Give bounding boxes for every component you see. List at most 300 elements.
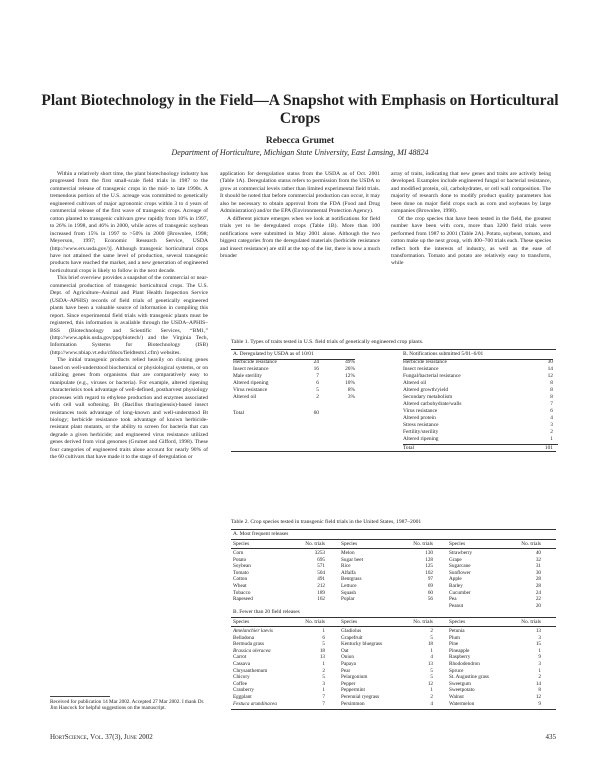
trials-cell: 18 [427, 641, 433, 648]
trials-cell: 695 [317, 556, 325, 563]
table-rule [231, 617, 556, 618]
table-row [341, 563, 433, 570]
table-row [233, 557, 325, 564]
table1-part-a [233, 351, 383, 417]
table-row [341, 641, 433, 648]
trials-cell: 212 [317, 582, 325, 589]
table-cell: 4 [550, 415, 553, 421]
table2-column [233, 550, 325, 603]
table-row [233, 570, 325, 577]
trials-cell: 28 [535, 582, 541, 589]
table-row [341, 661, 433, 668]
species-cell: Watermelon [449, 700, 475, 707]
species-cell: Sweetpotato [449, 687, 475, 694]
species-cell: Potato [233, 556, 247, 563]
trials-cell: 4 [430, 654, 433, 661]
body-column-1 [50, 171, 208, 462]
table-cell: Virus resistance [403, 408, 438, 414]
trials-cell: 491 [317, 576, 325, 583]
table-row [233, 550, 325, 557]
species-cell: Grape [449, 556, 462, 563]
table-row [341, 648, 433, 655]
species-cell: Apple [449, 576, 462, 583]
table-row [341, 570, 433, 577]
table2-header [233, 619, 325, 625]
table2-header [449, 541, 541, 547]
trials-cell: 60 [427, 589, 433, 596]
species-cell: Gladiolus [341, 628, 362, 634]
trials-cell: 3 [538, 660, 541, 667]
trials-cell: 13 [427, 660, 433, 667]
header-species: Species [449, 541, 466, 547]
trials-cell: 3 [322, 680, 325, 687]
species-cell: Sugarcane [449, 563, 471, 570]
species-cell: Pepper [341, 680, 356, 687]
trials-cell: 9 [538, 700, 541, 707]
table-row [233, 596, 325, 603]
species-cell: Petunia [449, 628, 465, 634]
table-row [341, 576, 433, 583]
trials-cell: 7 [322, 693, 325, 700]
table-cell: 1 [550, 436, 553, 442]
table-cell: Insect resistance [233, 366, 269, 372]
table1-a-rows [233, 359, 383, 401]
table-row [233, 628, 325, 635]
species-cell: Chicory [233, 674, 250, 681]
species-cell: Persimmon [341, 700, 365, 707]
species-cell: Pear [341, 667, 351, 674]
trials-cell: 69 [427, 582, 433, 589]
table1-caption: Table 1. Types of traits tested in U.S. field trials of genetically engineered crop plants. [231, 339, 424, 345]
paragraph: This brief overview provides a snapshot of the commercial or near-commercial production of transgenic horticultural crops. The U.S. Dept. of Agriculture–Animal and Plant Health Inspection Service (USDA–APHIS) records of field trials of genetically engineered plants have been a valuable source of information in compiling this report. Since experimental field trials with transgenic plants must be registered, this information is available through the USDA–APHIS–BSS (Biotechnology and Scientific Services, “BM1,” (http://www.aphis.usda.gov/ppq/biotech/) and the Virginia Tech, Information Systems for Biotechnology (ISB) (http://www.nbiap.vt.edu/cfdocs/fieldtests1.cfm) websites. [50, 275, 208, 356]
trials-cell: 2 [430, 693, 433, 700]
species-cell: Cotton [233, 576, 248, 583]
trials-cell: 5 [430, 674, 433, 681]
trials-cell: 1 [538, 667, 541, 674]
species-cell: Festuca arundinacea [233, 700, 277, 707]
table-cell: 8 [550, 387, 553, 393]
table-row [233, 373, 383, 380]
trials-cell: 5 [430, 634, 433, 641]
trials-cell: 24 [535, 589, 541, 596]
table-cell: Stress resistance [403, 422, 439, 428]
table-rule [231, 626, 556, 627]
table-cell: Fungal/bacterial resistance [403, 373, 461, 379]
table-row [449, 570, 541, 577]
table-rule [231, 548, 556, 549]
trials-cell: 20 [535, 602, 541, 609]
table2-column [449, 628, 541, 707]
table-cell: Altered oil [403, 380, 427, 386]
table-row [403, 366, 558, 373]
table-row [449, 576, 541, 583]
trials-cell: 128 [425, 556, 433, 563]
table-row [403, 380, 558, 387]
species-cell: Oat [341, 647, 349, 654]
trials-cell: 162 [317, 596, 325, 603]
trials-cell: 56 [427, 596, 433, 603]
table-cell: 24 [313, 359, 319, 365]
trials-cell: 1 [430, 687, 433, 694]
table-cell: Altered protein [403, 415, 436, 421]
table2-header [341, 541, 433, 547]
table-row [403, 436, 558, 443]
table-row [449, 550, 541, 557]
table-row [449, 648, 541, 655]
species-cell: Alfalfa [341, 569, 356, 576]
paragraph: The initial transgenic products relied heavily on cloning genes based on well-understood biochemical or physiological systems, or on utilizing genes from organisms that are comparatively easy to manipulate (e.g., viruses or bacteria). For example, altered ripening characteristics took advantage of well-defined, postharvest physiology processes with regard to ethylene production and enzymes associated with cell wall softening. Bt (Bacillus thuringiensis)-based insect resistances took advantage of long-known and well-understood Bt biology; herbicide resistance took advantage of known herbicide-resistant plant mutants, or the ability to screen for bacteria that can degrade a given herbicide; and engineered virus resistance utilized genes derived from viral genomes (Grumet and Gifford, 1998). These four categories of engineered traits alone account for nearly 90% of the 60 cultivars that have made it to the stage of deregulation or [50, 357, 208, 461]
species-cell: Poplar [341, 596, 355, 603]
author-name: Rebecca Grumet [265, 136, 335, 146]
table-row [341, 687, 433, 694]
body-column-2 [220, 171, 380, 260]
table-rule [231, 709, 556, 710]
table-cell: Altered ripening [403, 436, 439, 442]
table-row [449, 635, 541, 642]
header-trials: No. trials [413, 541, 433, 547]
table-row [341, 668, 433, 675]
table-row [233, 563, 325, 570]
trials-cell: 102 [425, 569, 433, 576]
trials-cell: 12 [535, 693, 541, 700]
trials-cell: 5 [322, 641, 325, 648]
paragraph: Within a relatively short time, the plant biotechnology industry has progressed from the first small-scale field trials in 1987 to the commercial release of transgenic crops in the mid- to late 1990s. A tremendous portion of the U.S. acreage was committed to genetically engineered cultivars of major agronomic crops within 3 to 4 years of commercial release of the first wave of transgenic crops. Acreage of cotton planted to transgenic cultivars grew rapidly from 10% in 1997, to 26% in 1998, and 46% in 2000, while acres of transgenic soybean increased from 15% in 1997 to >50% in 2000 [Brownlee, 1998; Meyerson, 1997; Economic Research Service, USDA (http://www.ers.usda.gov/)]. Although transgenic horticultural crops have not attained the same level of production, several transgenic products have reached the market, and a new generation of engineered horticultural crops is likely to follow in the next decade. [50, 171, 208, 274]
table-row [341, 701, 433, 708]
table2-a-title: A. Most frequent releases [233, 531, 289, 537]
table1-part-b [403, 351, 558, 452]
table-cell: 2 [550, 429, 553, 435]
species-cell: Onion [341, 654, 354, 661]
paragraph: Of the crop species that have been tested in the field, the greatest number have been with corn, more than 3200 field trials were performed from 1987 to 2001 (Table 2A). Potato, soybean, tomato, and cotton make up the next group, with 400–700 trials each. These species reflect both the interests of industry, as well as the ease of transformation. Tomato and potato are relatively easy to transform, while [391, 215, 551, 267]
paragraph: A different picture emerges when we look at notifications for field trials yet to be deregulated crops (Table 1B). More than 100 notifications were submitted in May 2001 alone. Although the two biggest categories from the deregulated materials (herbicide resistance and insect resistance) are still at the top of the list, there is now a much broader [220, 215, 380, 259]
table-row [341, 596, 433, 603]
table-row [403, 373, 558, 380]
trials-cell: 130 [425, 550, 433, 556]
trials-cell: 1 [430, 647, 433, 654]
page-number: 435 [545, 733, 556, 741]
article-title: Plant Biotechnology in the Field—A Snapshot with Emphasis on Horticultural Crops [41, 92, 559, 127]
table-cell: 3% [347, 394, 355, 400]
table2-caption: Table 2. Crop species tested in transgenic field trials in the United States, 1987–2001 [231, 519, 422, 525]
table-cell: Male sterility [233, 373, 262, 379]
table-cell: Herbicide resistance [403, 359, 447, 365]
table-row [341, 590, 433, 597]
table-row [449, 694, 541, 701]
header-species: Species [449, 619, 466, 625]
header-species: Species [233, 619, 250, 625]
trials-cell: 9 [538, 654, 541, 661]
table-rule [231, 529, 556, 530]
trials-cell: 30 [535, 569, 541, 576]
table2-header [341, 619, 433, 625]
table-rule [233, 359, 355, 360]
species-cell: Grapefruit [341, 634, 363, 641]
table-row [449, 628, 541, 635]
trials-cell: 3253 [314, 550, 325, 556]
species-cell: Tomato [233, 569, 249, 576]
table-cell: Fertility/sterility [403, 429, 439, 435]
species-cell: Cassava [233, 660, 250, 667]
trials-cell: 40 [535, 550, 541, 556]
species-cell: Chrysanthemum [233, 667, 268, 674]
table-row [403, 387, 558, 394]
trials-cell: 13 [319, 654, 325, 661]
table-row [403, 422, 558, 429]
table-rule [231, 539, 556, 540]
table-row [233, 674, 325, 681]
table2-b-title: B. Fewer than 20 field releases [233, 609, 300, 615]
table-cell: 3 [550, 422, 553, 428]
table-cell: Altered oil [233, 394, 257, 400]
species-cell: Spruce [449, 667, 464, 674]
species-cell: Bentgrass [341, 576, 362, 583]
table-row: Total 60 [233, 410, 319, 416]
table-rule [231, 451, 556, 452]
table-row [233, 654, 325, 661]
species-cell: Kentucky bluegrass [341, 641, 383, 648]
table-cell: Insect resistance [403, 366, 439, 372]
table-cell: 10% [345, 380, 355, 386]
table-row [233, 387, 383, 394]
species-cell: Papaya [341, 660, 356, 667]
table-cell: 14 [547, 366, 553, 372]
table-cell: Herbicide resistance [233, 359, 277, 365]
species-cell: Soybean [233, 563, 251, 570]
table-row [449, 641, 541, 648]
trials-cell: 2 [322, 667, 325, 674]
header-species: Species [341, 541, 358, 547]
trials-cell: 13 [535, 628, 541, 634]
table-row [233, 648, 325, 655]
species-cell: Pineapple [449, 647, 470, 654]
author-affiliation: Department of Horticulture, Michigan State University, East Lansing, MI 48824 [171, 148, 429, 157]
table-row [449, 596, 541, 603]
table-row [341, 681, 433, 688]
table-row [449, 583, 541, 590]
species-cell: Lettuce [341, 582, 357, 589]
table-cell: 30 [547, 359, 553, 365]
table-row [233, 661, 325, 668]
table-row [233, 583, 325, 590]
table-row [449, 701, 541, 708]
table-row [341, 550, 433, 557]
table-row [449, 557, 541, 564]
trials-cell: 7 [322, 700, 325, 707]
table1-a-title: A. Deregulated by USDA as of 10/01 [233, 351, 314, 357]
table-cell: 8 [550, 380, 553, 386]
table-row [449, 603, 541, 610]
table1-b-title: B. Notifications submitted 5/01–6/01 [403, 351, 484, 357]
trials-cell: 571 [317, 563, 325, 570]
header-trials: No. trials [521, 619, 541, 625]
table-row [233, 380, 383, 387]
table-row [403, 429, 558, 436]
table2-column [233, 628, 325, 707]
header-species: Species [341, 619, 358, 625]
table-rule [403, 359, 553, 360]
table-row [233, 681, 325, 688]
table-row [233, 687, 325, 694]
body-column-3 [391, 171, 551, 268]
table-row [341, 583, 433, 590]
table-cell: Altered growth/yield [403, 387, 449, 393]
paragraph: array of traits, indicating that new genes and traits are actively being developed. Examples include engineered fungal or bacterial resistance, and modified protein, oil, carbohydrates, or cell wall composition. The majority of research done to modify product quality parameters has been done on major field crops such as corn and soybeans by large companies (Brownlee, 1998). [391, 171, 551, 215]
table-row [341, 654, 433, 661]
table2-header [233, 541, 325, 547]
table-row [449, 681, 541, 688]
table-row [449, 687, 541, 694]
table-cell: 2 [316, 394, 319, 400]
table-cell: 26% [345, 366, 355, 372]
species-cell: Walnut [449, 693, 464, 700]
species-cell: Bermuda grass [233, 641, 264, 648]
table-row [233, 635, 325, 642]
table-row [449, 654, 541, 661]
table-row [341, 674, 433, 681]
table-cell: 7 [550, 401, 553, 407]
species-cell: Cranberry [233, 687, 255, 694]
trials-cell: 32 [535, 556, 541, 563]
table-cell: 6 [550, 408, 553, 414]
species-cell: Belladona [233, 634, 255, 641]
species-cell: Wheat [233, 582, 247, 589]
trials-cell: 1 [538, 647, 541, 654]
table-row [233, 694, 325, 701]
page-footer [50, 733, 556, 741]
table1-b-rows [403, 359, 558, 443]
table-row [449, 563, 541, 570]
species-cell: Rhododendron [449, 660, 480, 667]
table-row [403, 401, 558, 408]
table-cell: Virus resistance [233, 387, 268, 393]
header-trials: No. trials [305, 619, 325, 625]
table-row [449, 668, 541, 675]
species-cell: Peanut [449, 602, 464, 609]
table-cell: Secondary metabolism [403, 394, 453, 400]
table-row [449, 674, 541, 681]
trials-cell: 8 [538, 687, 541, 694]
table-row [341, 557, 433, 564]
trials-cell: 31 [535, 563, 541, 570]
species-cell: Peppermint [341, 687, 365, 694]
trials-cell: 2 [430, 628, 433, 634]
journal-citation: HortScience, Vol. 37(3), June 2002 [50, 733, 153, 741]
paragraph: application for deregulation status from the USDA as of Oct. 2001 (Table 1A). Deregulation status refers to permission from the USDA to grow at commercial levels rather than limited experimental field trials. It should be noted that before commercial production can occur, it may also be necessary to obtain approval from the FDA (Food and Drug Administration) and/or the EPA (Environmental Protection Agency). [220, 171, 380, 215]
header-trials: No. trials [305, 541, 325, 547]
table-row [449, 590, 541, 597]
trials-cell: 97 [427, 576, 433, 583]
table-row [403, 415, 558, 422]
species-cell: Squash [341, 589, 356, 596]
species-cell: Sugar beet [341, 556, 364, 563]
trials-cell: 18 [319, 647, 325, 654]
table-row [233, 668, 325, 675]
table-cell: 8% [347, 387, 355, 393]
table-row [403, 394, 558, 401]
header-trials: No. trials [521, 541, 541, 547]
species-cell: Amelanchier laevis [233, 628, 273, 634]
trials-cell: 3 [538, 634, 541, 641]
trials-cell: 1 [322, 628, 325, 634]
species-cell: Coffee [233, 680, 248, 687]
species-cell: Raspberry [449, 654, 471, 661]
species-cell: Tobacco [233, 589, 251, 596]
species-cell: Corn [233, 550, 244, 556]
table-row [233, 366, 383, 373]
footnote-rule [50, 696, 110, 697]
species-cell: Strawberry [449, 550, 473, 556]
table-cell: 5 [316, 387, 319, 393]
species-cell: St. Augustine grass [449, 674, 489, 681]
species-cell: Pea [449, 596, 457, 603]
table-cell: Altered carbohydrate/walls [403, 401, 462, 407]
trials-cell: 15 [535, 641, 541, 648]
trials-cell: 4 [430, 700, 433, 707]
trials-cell: 6 [322, 634, 325, 641]
trials-cell: 5 [430, 667, 433, 674]
trials-cell: 28 [535, 576, 541, 583]
table-row: Total 101 [403, 444, 558, 452]
species-cell: Barley [449, 582, 463, 589]
table2-header [449, 619, 541, 625]
table-row [449, 661, 541, 668]
trials-cell: 5 [322, 674, 325, 681]
species-cell: Pelargonium [341, 674, 368, 681]
species-cell: Sunflower [449, 569, 471, 576]
table-row [403, 359, 558, 366]
species-cell: Pine [449, 641, 459, 648]
table-row [233, 359, 383, 366]
table-cell: 12 [547, 373, 553, 379]
table-cell: 16 [313, 366, 319, 372]
species-cell: Plum [449, 634, 460, 641]
table-row [233, 590, 325, 597]
species-cell: Eggplant [233, 693, 252, 700]
table2-column [341, 550, 433, 603]
table-row [233, 576, 325, 583]
species-cell: Brassica oleracea [233, 647, 271, 654]
table-row [233, 701, 325, 708]
trials-cell: 504 [317, 569, 325, 576]
species-cell: Carrot [233, 654, 247, 661]
species-cell: Cucumber [449, 589, 471, 596]
header-species: Species [233, 541, 250, 547]
table-rule [231, 349, 556, 350]
trials-cell: 14 [535, 680, 541, 687]
table-row [233, 394, 383, 401]
table-row [403, 408, 558, 415]
table-cell: 12% [345, 373, 355, 379]
table-row [233, 641, 325, 648]
table-cell: 7 [316, 373, 319, 379]
trials-cell: 1 [322, 687, 325, 694]
table-cell: 8 [550, 394, 553, 400]
table-row [341, 635, 433, 642]
species-cell: Rapeseed [233, 596, 253, 603]
trials-cell: 1 [322, 660, 325, 667]
trials-cell: 189 [317, 589, 325, 596]
footnote: Received for publication 14 Mar 2002. Accepted 27 Mar 2002. I thank Dr. Jim Hancock for helpful suggestions on the manuscript. [50, 699, 205, 712]
trials-cell: 12 [427, 680, 433, 687]
table-cell: 6 [316, 380, 319, 386]
table-cell: Altered ripening [233, 380, 269, 386]
species-cell: Perennial ryegrass [341, 693, 380, 700]
trials-cell: 2 [538, 674, 541, 681]
header-trials: No. trials [413, 619, 433, 625]
species-cell: Sweetgum [449, 680, 471, 687]
table-row [341, 694, 433, 701]
species-cell: Melon [341, 550, 355, 556]
